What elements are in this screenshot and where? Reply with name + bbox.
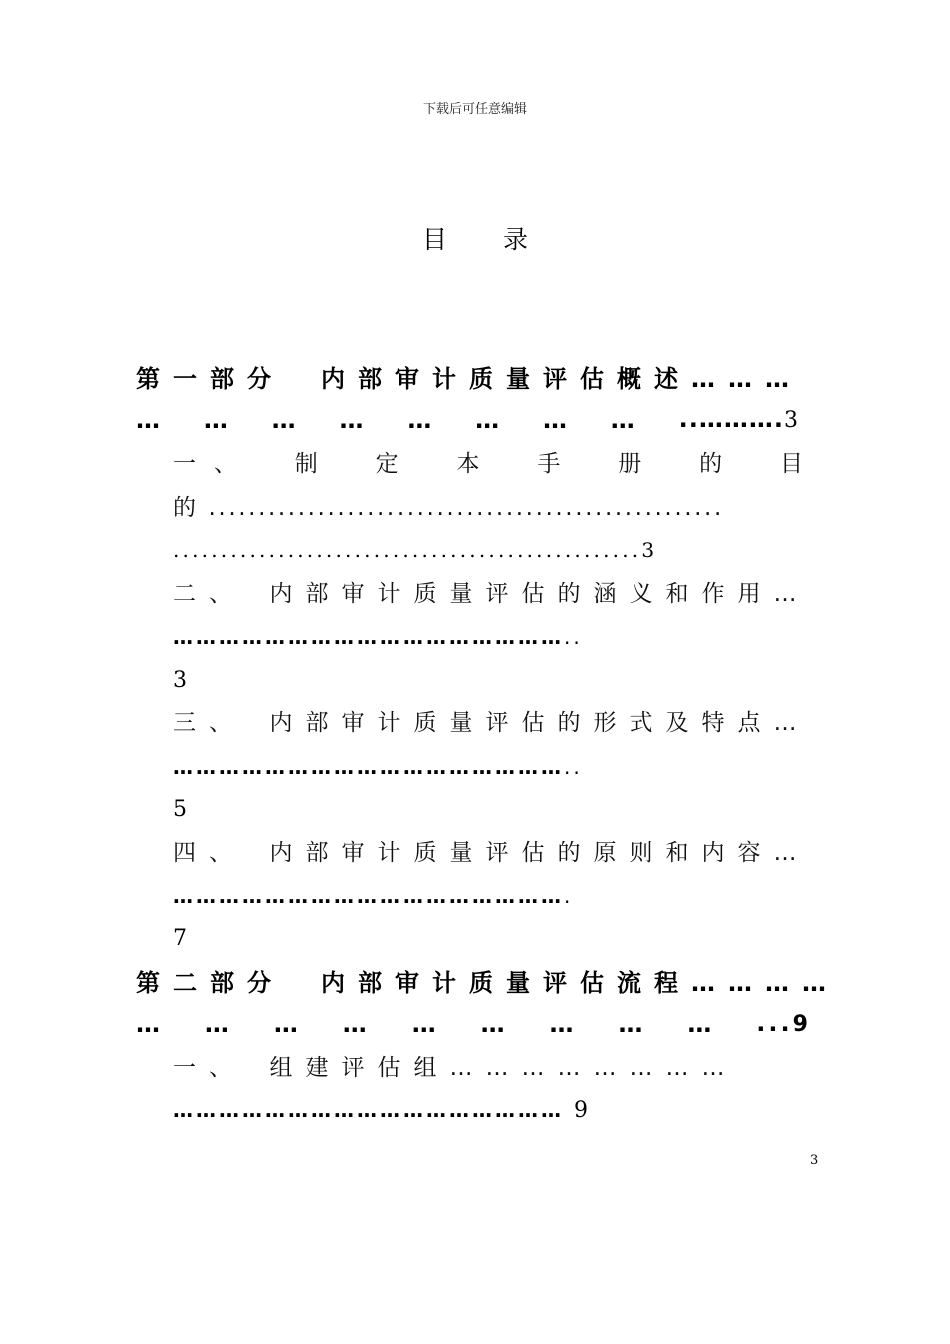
toc-char: 制 [294, 451, 318, 477]
toc-char: 定 [375, 451, 399, 477]
download-note: 下载后可任意编辑 [422, 102, 527, 117]
leader-dot: … [687, 1010, 712, 1038]
leader-dot: … [549, 1010, 574, 1038]
leader-tail: ... [756, 1009, 793, 1037]
leader-dot: … [407, 406, 432, 434]
toc-s1-3-leader [173, 750, 833, 784]
toc-s1-2-leader [173, 620, 833, 654]
toc-s1-1-line2: 的 .................................................... [173, 495, 724, 521]
leader-dot: … [618, 1010, 643, 1038]
toc-s1-1-line3: .................................................3 [173, 538, 658, 562]
toc-part1-title[interactable]: 第一部分 内部审计质量评估概述……… [136, 365, 802, 393]
page-number: 9 [573, 1098, 591, 1123]
toc-part2-leader [136, 1007, 808, 1041]
leader-dots: …………………………………………… [173, 755, 564, 779]
leader-dot: … [136, 1010, 160, 1038]
toc-s2-1-title[interactable]: 一、 组建评估组…………………… [173, 1055, 738, 1081]
toc-s1-1-line1[interactable] [173, 447, 803, 481]
leader-dot: … [475, 406, 500, 434]
leader-dot: … [542, 406, 567, 434]
leader-tail: .. [564, 625, 583, 649]
page-number: 3 [173, 668, 187, 693]
leader-dot: … [271, 406, 296, 434]
leader-dots: …………………………………………… [173, 1098, 574, 1122]
leader-dot: … [342, 1010, 367, 1038]
toc-part2-title[interactable]: 第二部分 内部审计质量评估流程………… [136, 969, 839, 997]
toc-char: 一 [173, 451, 196, 477]
toc-part1-leader [136, 403, 798, 437]
leader-dot: … [273, 1010, 298, 1038]
leader-dot: … [339, 406, 364, 434]
leader-dots: …………………………………………… [173, 884, 564, 908]
toc-char: 目 [780, 451, 803, 477]
toc-s2-1-leader [173, 1093, 823, 1127]
toc-s1-3-title[interactable]: 三、 内部审计质量评估的形式及特点… [173, 710, 810, 736]
page-number: 7 [173, 926, 187, 951]
toc-title: 目 录 [422, 225, 552, 254]
toc-char: 本 [456, 451, 480, 477]
leader-dot: … [204, 1010, 229, 1038]
leader-dots: …………………………………………… [173, 625, 564, 649]
leader-dot: … [203, 406, 228, 434]
toc-char: 、 [213, 451, 237, 477]
toc-s1-4-title[interactable]: 四、 内部审计质量评估的原则和内容… [173, 840, 810, 866]
leader-tail: .. [564, 755, 583, 779]
page-number: 9 [792, 1012, 808, 1037]
toc-s1-4-leader [173, 879, 833, 913]
toc-s1-2-title[interactable]: 二、 内部审计质量评估的涵义和作用… [173, 581, 810, 607]
leader-dot: … [411, 1010, 436, 1038]
toc-char: 手 [537, 451, 561, 477]
leader-dot: … [136, 406, 160, 434]
leader-dot: … [480, 1010, 505, 1038]
page-number: 3 [783, 408, 798, 433]
toc-char: 册 [618, 451, 642, 477]
toc-char: 的 [699, 451, 723, 477]
leader-tail: ..………. [678, 405, 784, 433]
leader-tail: . [564, 884, 574, 908]
leader-dot: … [610, 406, 635, 434]
page-number: 5 [173, 797, 187, 822]
page-footer-number: 3 [810, 1153, 819, 1168]
